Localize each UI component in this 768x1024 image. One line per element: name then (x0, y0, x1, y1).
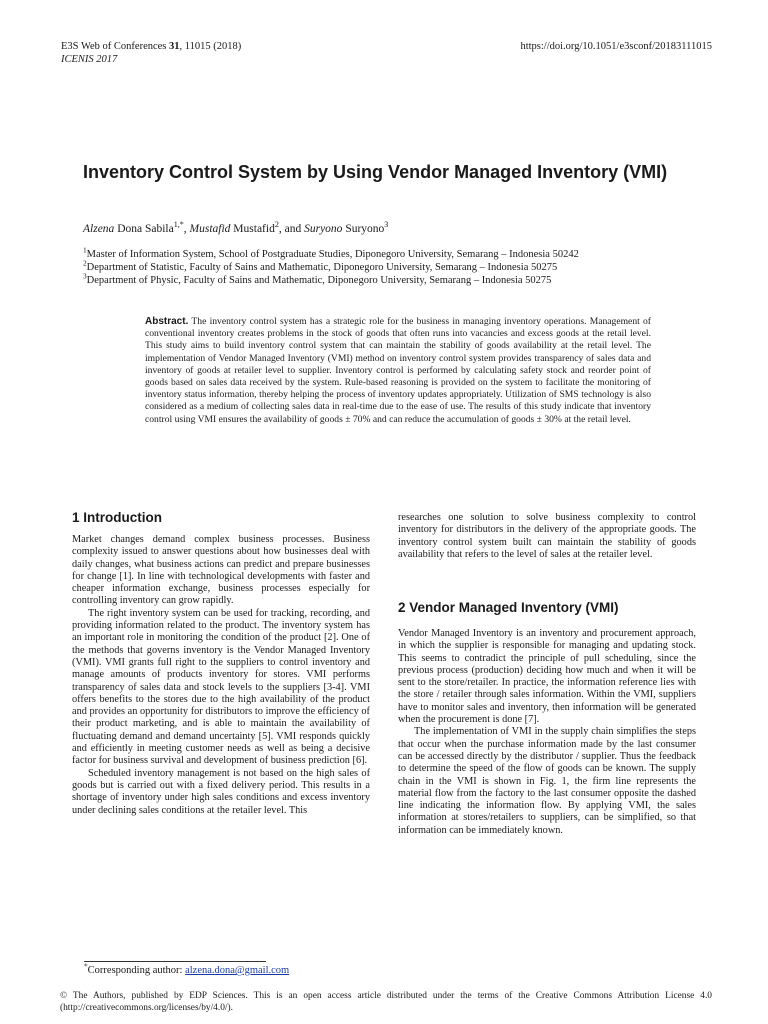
abstract-text: The inventory control system has a strategic role for the business in managing inventory operations. Management of conventional inventory creates problems in the stock of goods that often runs into vacancies and excess goods at the retail level. This study aims to build inventory control system that can maintain the stability of goods availability at the retail level. The implementation of Vendor Managed Inventory (VMI) method on inventory control system provides transparency of sales data and inventory of goods at retailer level to supplier. Inventory control is performed by calculating safety stock and reorder point of goods based on sales data received by the system. Rule-based reasoning is provided on the system to facilitate the monitoring of inventory status information, thereby helping the process of inventory updates appropriately. Utilization of SMS technology is also considered as a medium of collecting sales data in real-time due to the ease of use. The results of this study indicate that inventory control using VMI ensures the availability of goods ± 70% and can reduce the accumulation of goods ± 30% at the retail level. (145, 316, 651, 425)
abstract-label: Abstract. (145, 316, 189, 327)
running-header-left (61, 40, 241, 66)
author-3-first: Suryono (304, 223, 343, 235)
paragraph: Market changes demand complex business processes. Business complexity issued to answer questions about how businesses deal with daily changes, what business actions can predict and prepare businesses for change [1]. In line with technological developments with faster and cheaper information exchange, business processes especially for controlling inventory can grow rapidly. (72, 534, 370, 607)
abstract (145, 316, 651, 426)
affiliation-sup: 1 (83, 245, 87, 255)
author-1-first: Alzena (83, 223, 115, 235)
author-list (83, 222, 703, 237)
journal-name: E3S Web of Conferences (61, 41, 167, 52)
affiliation-sup: 3 (83, 271, 87, 281)
left-column (72, 534, 370, 817)
affiliation-text: Master of Information System, School of Postgraduate Studies, Diponegoro University, Semarang – Indonesia 50242 (86, 249, 579, 260)
affiliation (83, 271, 703, 287)
footnote-mark: * (84, 961, 88, 971)
author-email-link[interactable]: alzena.dona@gmail.com (185, 965, 290, 976)
affiliation-text: Department of Statistic, Faculty of Sains and Mathematic, Diponegoro University, Semarang – Indonesia 50275 (86, 262, 558, 273)
affiliations (83, 245, 703, 287)
license-notice: © The Authors, published by EDP Sciences. This is an open access article distributed under the terms of the Creative Commons Attribution License 4.0 (http://creativecommons.org/licenses/by/4.0/). (60, 991, 712, 1013)
footnote-label: Corresponding author: (87, 965, 186, 976)
section-heading-introduction: 1 Introduction (72, 510, 162, 525)
affiliation (83, 245, 703, 261)
doi-link[interactable]: https://doi.org/10.1051/e3sconf/20183111015 (520, 41, 712, 52)
paragraph: The implementation of VMI in the supply chain simplifies the steps that occur when the purchase information made by the last consumer can be accessed directly by the distributor / supplier. Thus the feedback to determine the speed of the flow of goods can be known. The supply chain in the VMI is shown in Fig. 1, the firm line represents the material flow from the factory to the last consumer opposite the dashed line indicating the information flow. By applying VMI, the sales information at stores/retailers to suppliers, can be simplified, so that information can be immediately known. (398, 726, 696, 836)
article-number: , 11015 (2018) (179, 41, 242, 52)
paragraph: Vendor Managed Inventory is an inventory and procurement approach, in which the supplier is responsible for managing and updating stock. This seems to contradict the principle of pull scheduling, since the previous process (production) deciding how much and when it will be sent to the store/retailer. In practice, the information reference lies with the store / retailer through sales information. Within the VMI, suppliers have to monitor sales and inventory, then information will be generated when the procurement is done [7]. (398, 628, 696, 726)
journal-volume: 31 (169, 41, 180, 52)
paragraph-continuation: researches one solution to solve business complexity to control inventory for distributors in the delivery of the appropriate goods. The inventory control system built can maintain the stability of goods availability that refers to the level of sales at the retailer level. (398, 512, 696, 560)
affiliation-text: Department of Physic, Faculty of Sains and Mathematic, Diponegoro University, Semarang – Indonesia 50275 (86, 275, 552, 286)
section-heading-vmi: 2 Vendor Managed Inventory (VMI) (398, 600, 619, 615)
conference-name: ICENIS 2017 (61, 54, 118, 65)
affiliation-sup: 2 (83, 258, 87, 268)
corresponding-author-footnote (84, 961, 290, 977)
author-1-sup: 1,* (173, 220, 184, 230)
affiliation (83, 258, 703, 274)
right-column-bottom (398, 628, 696, 837)
right-column-top (398, 512, 696, 561)
author-2-last: Mustafid (233, 223, 275, 235)
author-2-first: Mustafid (189, 223, 231, 235)
author-2-sup: 2 (274, 220, 279, 230)
author-3-last: Suryono (345, 223, 385, 235)
paper-title: Inventory Control System by Using Vendor Managed Inventory (VMI) (83, 162, 668, 182)
author-3-sup: 3 (384, 220, 389, 230)
author-and: , and (278, 223, 305, 235)
author-1-last: Dona Sabila (117, 223, 174, 235)
paragraph: The right inventory system can be used for tracking, recording, and providing information related to the product. The inventory system has an important role in monitoring the condition of the product [2]. One of the methods that governs inventory is the Vendor Managed Inventory (VMI). VMI grants full right to the suppliers to control inventory and manage amounts of products inventory for stores. VMI performs transparency of sales data and stock levels to the suppliers [3-4]. VMI offers benefits to the stores due to the high availability of the product and provides an opportunity for distributors to improve the efficiency of their product marketing, and is able to maintain the availability of fluctuating demand and demand uncertainty [5]. VMI responds quickly and efficiently in meeting customer needs as well as being a decisive factor for business survival and development of business prediction [6]. (72, 607, 370, 767)
author-separator: , (183, 223, 190, 235)
paragraph: Scheduled inventory management is not based on the high sales of goods but is carried out with a fixed delivery period. This results in a shortage of inventory under high sales conditions and excess inventory under declining sales conditions at the retailer level. This (72, 767, 370, 816)
footnote-rule (84, 961, 266, 962)
